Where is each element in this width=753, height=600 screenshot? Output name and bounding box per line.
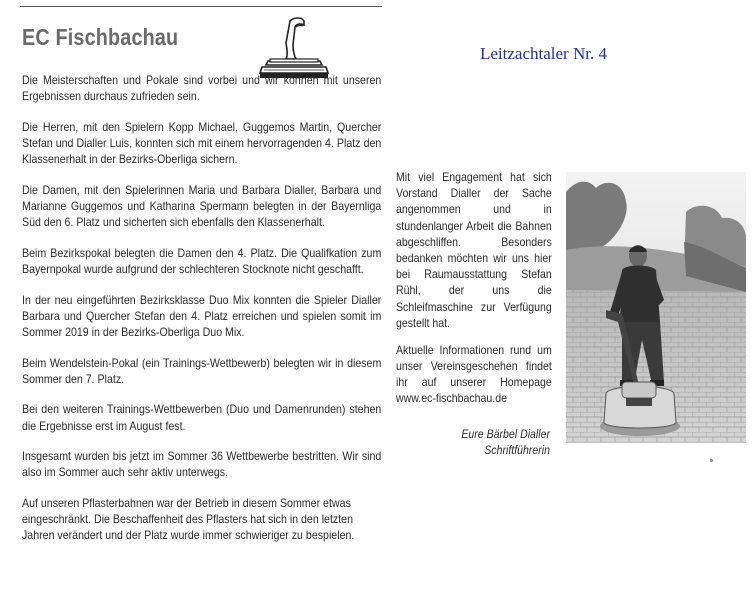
paragraph: Auf unseren Pflasterbahnen war der Betrieb in diesem Sommer etwas eingeschränkt. Die Beschaffenheit des Pflasters hat sich in den letzten Jahren verändert und der Platz wurde immer schwieriger zu bespielen. [22, 495, 355, 543]
top-rule [20, 6, 382, 7]
paragraph: Die Herren, mit den Spielern Kopp Michael, Guggemos Martin, Quercher Stefan und Dialler Luis, konnten sich mit einem hervorragenden 4. Platz den Klassenerhalt in der Bezirks-Oberliga sichern. [22, 119, 382, 167]
signature-name: Eure Bärbel Dialler [461, 427, 550, 441]
signature-role: Schriftführerin [484, 443, 550, 458]
decorative-dot [710, 459, 713, 462]
man-with-floor-grinder-photo [566, 172, 746, 443]
issue-label: Leitzachtaler Nr. 4 [480, 44, 607, 63]
paragraph: In der neu eingeführten Bezirksklasse Duo Mix konnten die Spieler Dialler Barbara und Quercher Stefan den 4. Platz erreichen und spielen somit im Sommer 2019 in der Bezirks-Oberliga Duo Mix. [22, 292, 382, 339]
paragraph: Beim Wendelstein-Pokal (ein Trainings-Wettbewerb) belegten wir in diesem Sommer den 7. Platz. [22, 355, 382, 386]
paragraph: Insgesamt wurden bis jetzt im Sommer 36 Wettbewerbe bestritten. Wir sind also im Sommer auch sehr aktiv unterwegs. [22, 449, 382, 480]
paragraph: Bei den weiteren Trainings-Wettbewerben (Duo und Damenrunden) stehen die Ergebnisse erst im August fest. [22, 402, 382, 433]
paragraph: Die Meisterschaften und Pokale sind vorbei und wir können mit unseren Ergebnissen durchaus zufrieden sein. [22, 73, 382, 104]
article-middle-column [396, 169, 552, 417]
paragraph: Aktuelle Informationen rund um unser Vereinsgeschehen findet ihr auf unserer Homepage www.ec-fischbachau.de [396, 342, 552, 406]
paragraph: Die Damen, mit den Spielerinnen Maria und Barbara Dialler, Barbara und Marianne Guggemos und Katharina Spermann belegten in der Bayernliga Süd den 6. Platz und sicherten sich ebenfalls den Klassenerhalt. [22, 182, 382, 230]
article-title: EC Fischbachau [22, 24, 179, 50]
paragraph: Beim Bezirkspokal belegten die Damen den 4. Platz. Die Qualifkation zum Bayernpokal wurde aufgrund der schlechteren Stocknote nicht geschafft. [22, 245, 382, 276]
signature [396, 426, 550, 458]
paragraph: Mit viel Engagement hat sich Vorstand Dialler der Sache angenommen und in stundenlanger Arbeit die Bahnen abgeschliffen. Besonders bedanken möchten wir uns hier bei Raumausstattung Stefan Rühl, der uns die Schleifmaschine zur Verfügung gestellt hat. [396, 170, 552, 330]
article-left-column [22, 72, 381, 558]
